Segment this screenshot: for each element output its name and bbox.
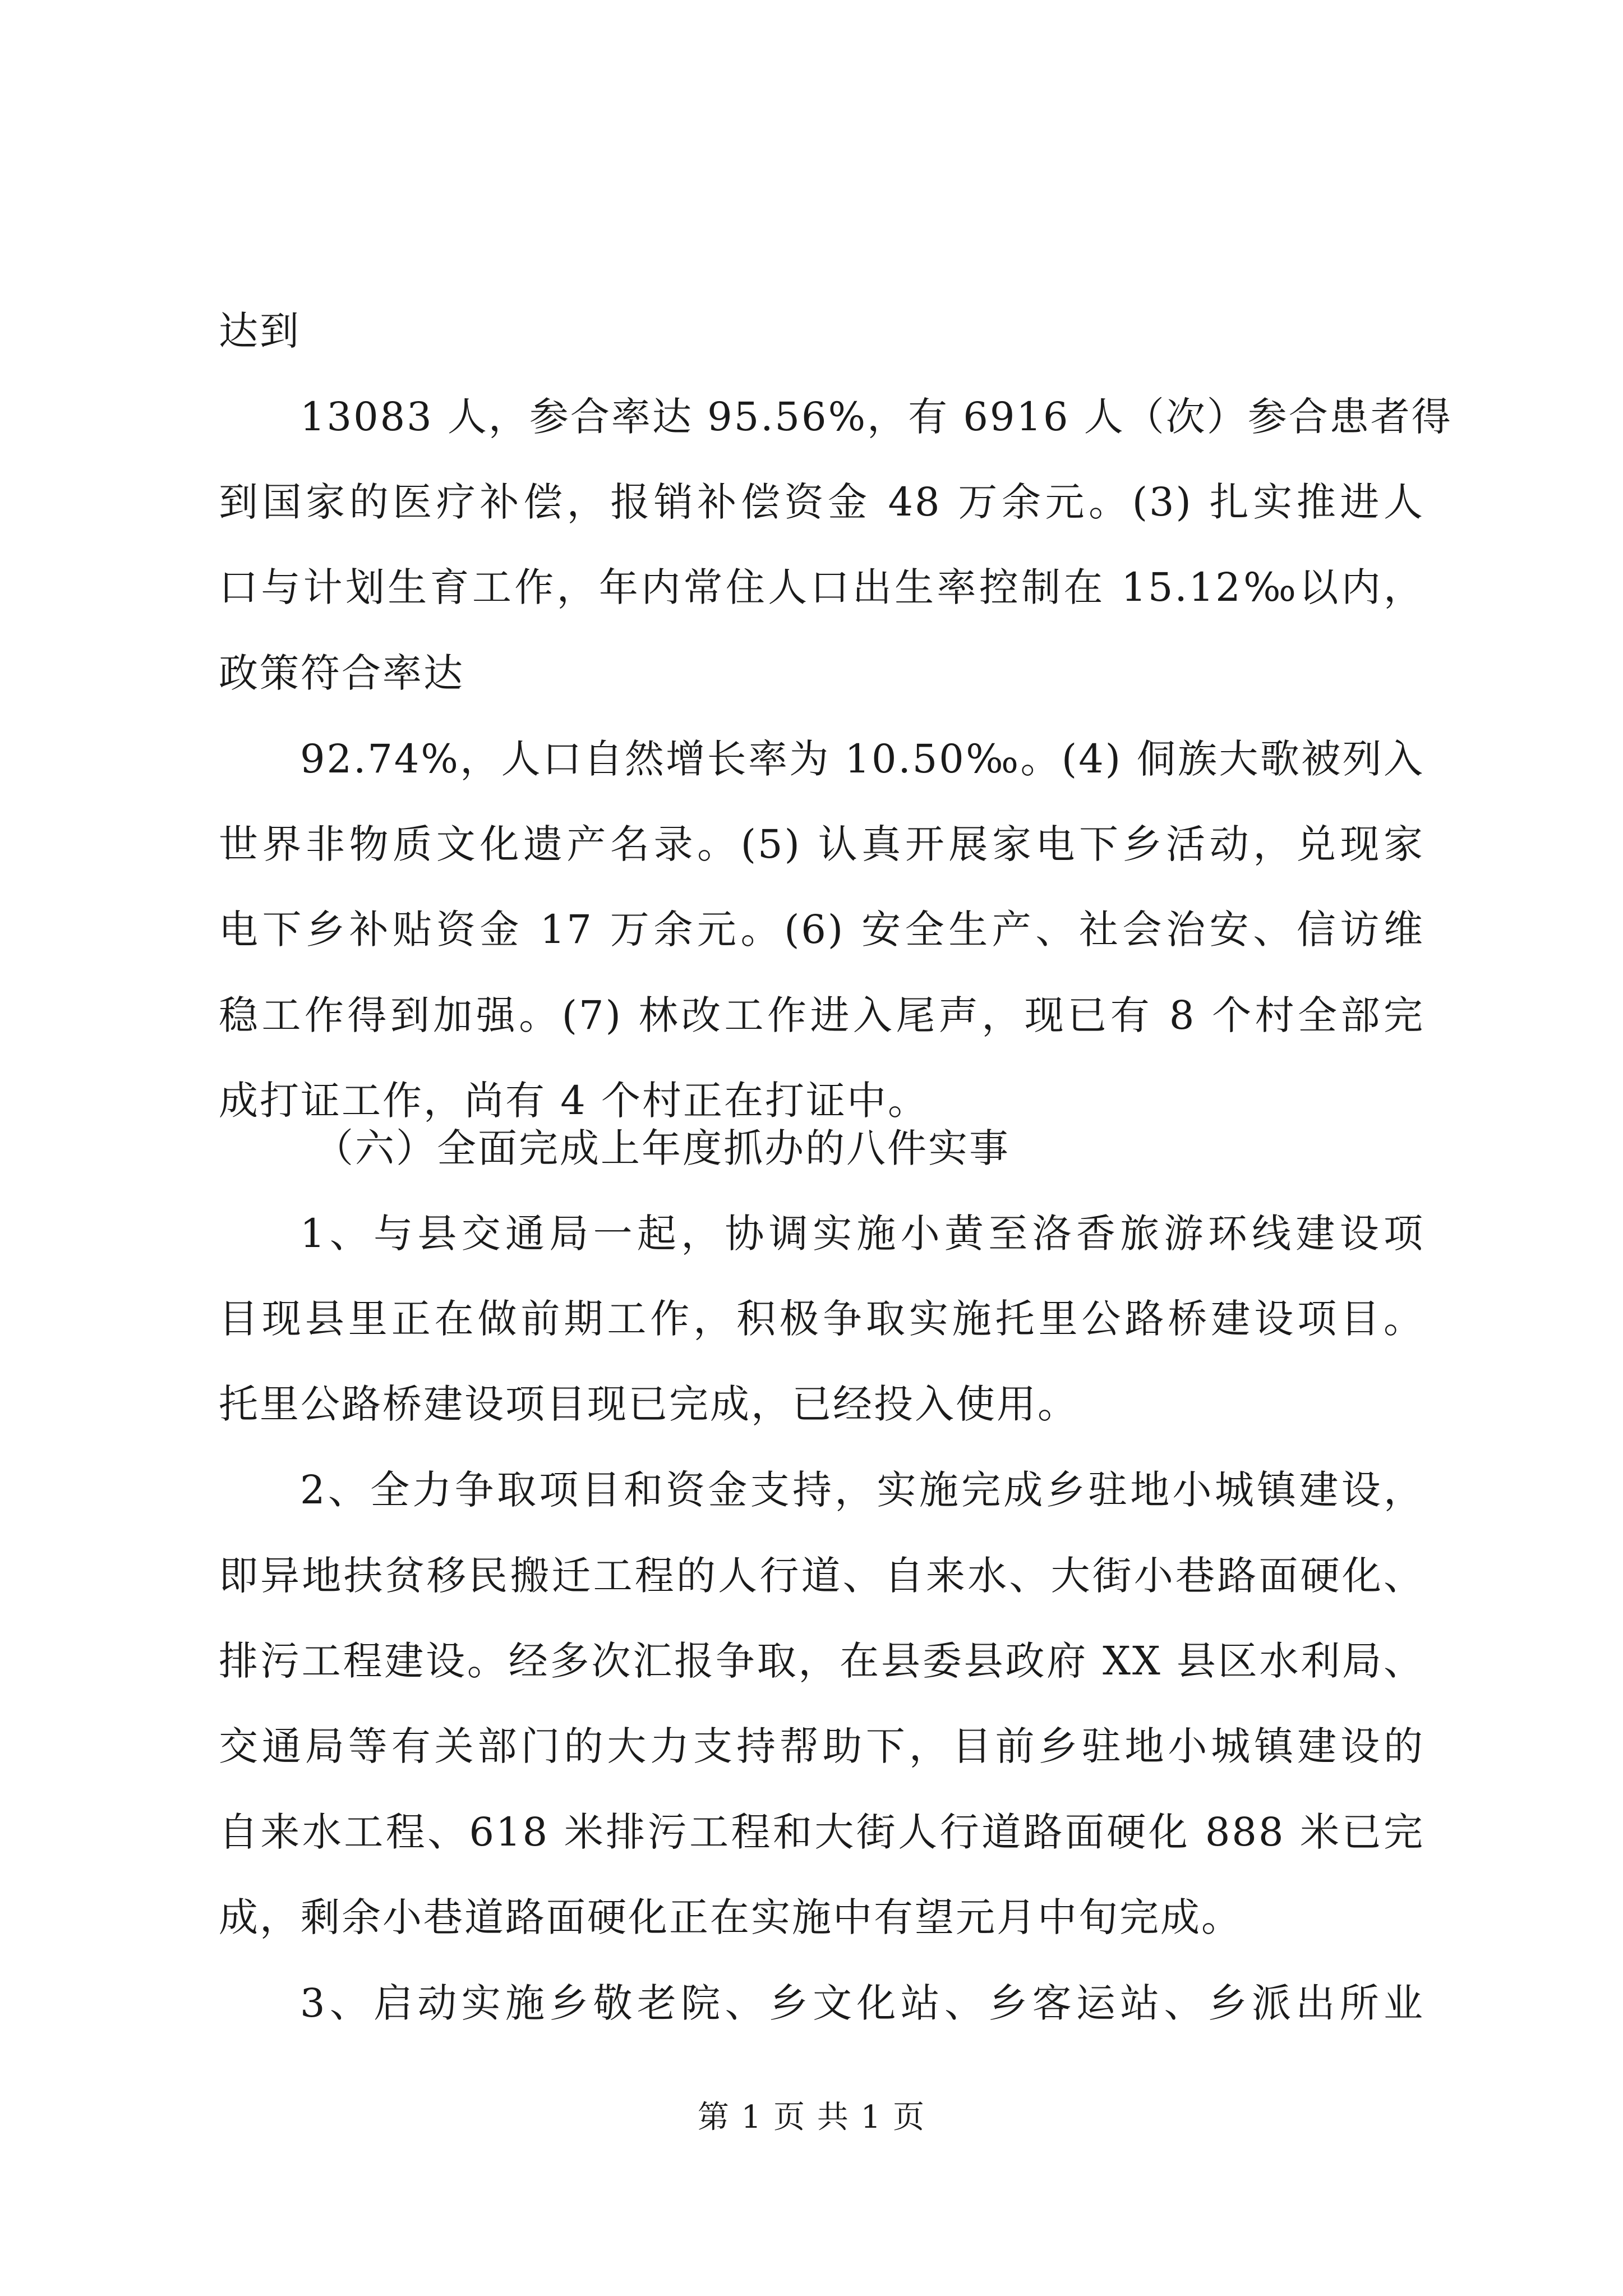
section-heading: （六）全面完成上年度抓办的八件实事 — [314, 1125, 1010, 1171]
text-line: 2、全力争取项目和资金支持，实施完成乡驻地小城镇建设， — [300, 1467, 1424, 1513]
text-line: 排污工程建设。经多次汇报争取，在县委县政府 XX 县区水利局、 — [219, 1638, 1424, 1684]
text-line: 成打证工作，尚有 4 个村正在打证中。 — [219, 1078, 929, 1124]
text-line: 92.74%，人口自然增长率为 10.50‰。(4) 侗族大歌被列入 — [300, 736, 1424, 782]
text-line: 目现县里正在做前期工作，积极争取实施托里公路桥建设项目。 — [219, 1296, 1424, 1342]
text-line: 13083 人，参合率达 95.56%，有 6916 人（次）参合患者得 — [300, 394, 1453, 440]
text-line: 到国家的医疗补偿，报销补偿资金 48 万余元。(3) 扎实推进人 — [219, 479, 1424, 525]
text-line: 口与计划生育工作，年内常住人口出生率控制在 15.12‰以内， — [219, 564, 1424, 610]
page-number-footer: 第 1 页 共 1 页 — [697, 2099, 926, 2136]
text-line: 1、与县交通局一起，协调实施小黄至洛香旅游环线建设项 — [300, 1211, 1424, 1257]
text-line: 3、启动实施乡敬老院、乡文化站、乡客运站、乡派出所业 — [300, 1980, 1424, 2026]
text-line: 成，剩余小巷道路面硬化正在实施中有望元月中旬完成。 — [219, 1894, 1242, 1940]
text-line: 电下乡补贴资金 17 万余元。(6) 安全生产、社会治安、信访维 — [219, 907, 1424, 953]
text-line: 交通局等有关部门的大力支持帮助下，目前乡驻地小城镇建设的 — [219, 1723, 1424, 1769]
text-line: 政策符合率达 — [219, 650, 464, 696]
text-line: 世界非物质文化遗产名录。(5) 认真开展家电下乡活动，兑现家 — [219, 821, 1424, 867]
text-line: 稳工作得到加强。(7) 林改工作进入尾声，现已有 8 个村全部完 — [219, 992, 1424, 1038]
text-line: 托里公路桥建设项目现已完成，已经投入使用。 — [219, 1381, 1078, 1427]
text-line: 即异地扶贫移民搬迁工程的人行道、自来水、大街小巷路面硬化、 — [219, 1553, 1424, 1599]
text-line: 达到 — [219, 308, 301, 354]
text-line: 自来水工程、618 米排污工程和大街人行道路面硬化 888 米已完 — [219, 1809, 1424, 1855]
